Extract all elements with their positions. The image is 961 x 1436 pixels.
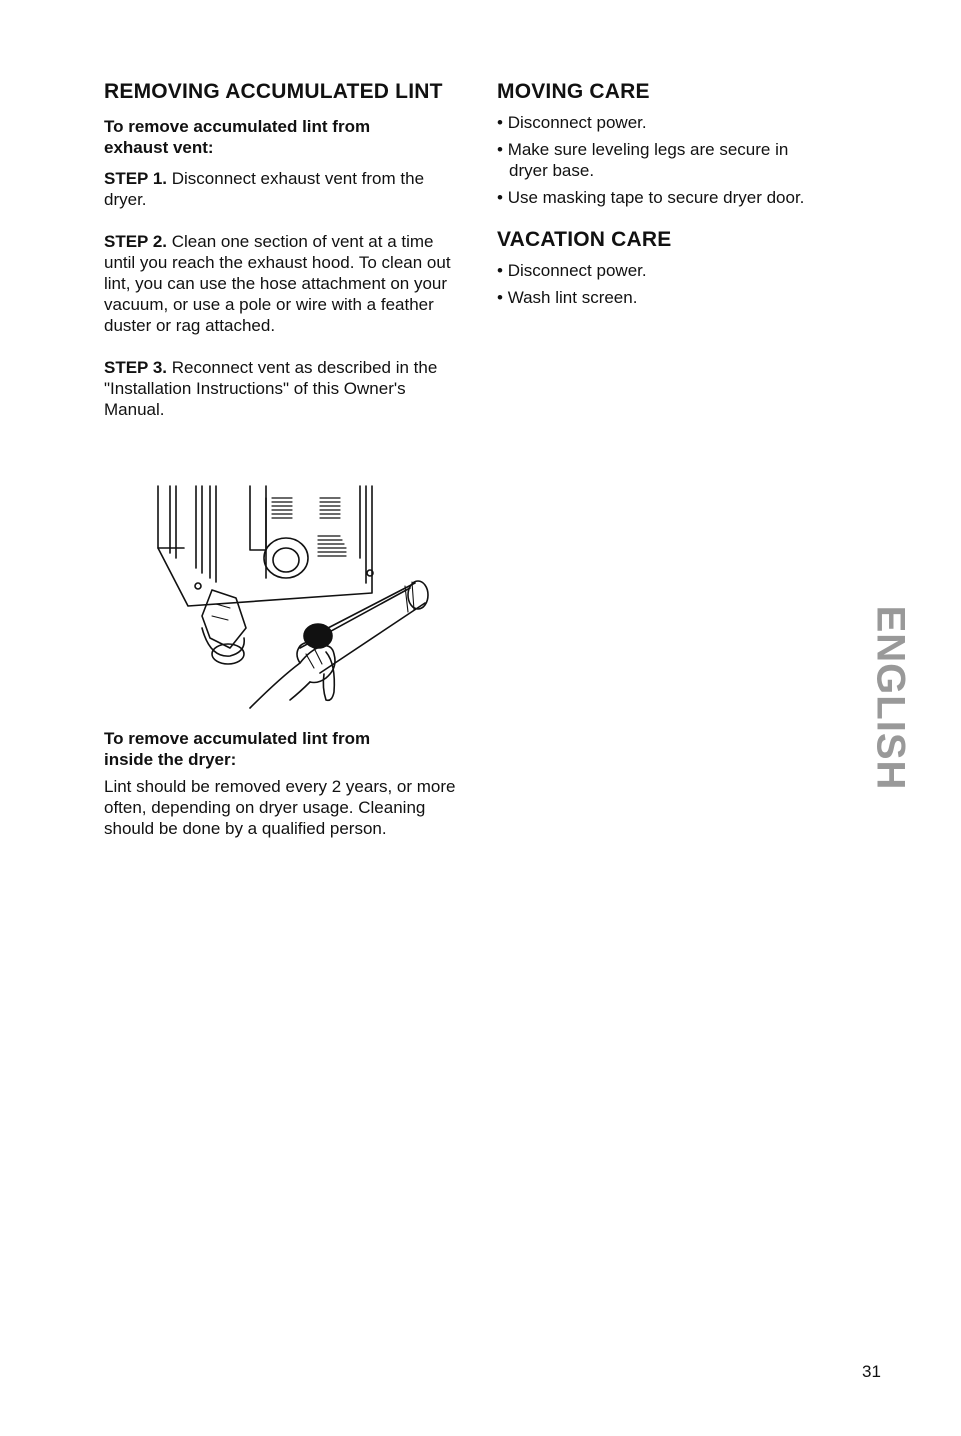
language-side-tab bbox=[868, 598, 912, 798]
inside-dryer-text: Lint should be removed every 2 years, or more often, depending on dryer usage. Cleaning should be done by a qualified person. bbox=[104, 777, 456, 838]
step-2-label: STEP 2. bbox=[104, 232, 167, 251]
step-3 bbox=[104, 357, 444, 420]
list-item: • Make sure leveling legs are secure in dryer base. bbox=[497, 139, 829, 181]
vacation-care-heading: VACATION CARE bbox=[497, 228, 672, 251]
step-3-text: Reconnect vent as described in the "Installation Instructions" of this Owner's Manual. bbox=[104, 358, 438, 419]
moving-care-heading: MOVING CARE bbox=[497, 80, 650, 103]
dryer-vent-cleaning-illustration bbox=[150, 478, 440, 718]
left-column bbox=[104, 80, 474, 420]
language-tab-label: ENGLISH bbox=[868, 605, 912, 791]
step-3-label: STEP 3. bbox=[104, 358, 167, 377]
vacation-care-list bbox=[497, 260, 897, 308]
step-1 bbox=[104, 168, 454, 210]
step-1-label: STEP 1. bbox=[104, 169, 167, 188]
removing-lint-heading: REMOVING ACCUMULATED LINT bbox=[104, 80, 443, 103]
moving-care-list bbox=[497, 112, 897, 208]
exhaust-vent-subheading: To remove accumulated lint from exhaust vent: bbox=[104, 117, 371, 157]
inside-dryer-section bbox=[104, 728, 484, 839]
list-item: • Disconnect power. bbox=[497, 260, 897, 281]
inside-dryer-subheading: To remove accumulated lint from inside the dryer: bbox=[104, 729, 371, 769]
step-1-text: Disconnect exhaust vent from the dryer. bbox=[104, 169, 425, 209]
right-column bbox=[497, 80, 897, 314]
page-number: 31 bbox=[862, 1362, 881, 1381]
step-2-text: Clean one section of vent at a time until you reach the exhaust hood. To clean out lint, you can use the hose attachment on your vacuum, or use a pole or wire with a feather duster or rag attached. bbox=[104, 232, 451, 335]
list-item: • Use masking tape to secure dryer door. bbox=[497, 187, 897, 208]
list-item: • Disconnect power. bbox=[497, 112, 897, 133]
list-item: • Wash lint screen. bbox=[497, 287, 897, 308]
step-2 bbox=[104, 231, 466, 336]
